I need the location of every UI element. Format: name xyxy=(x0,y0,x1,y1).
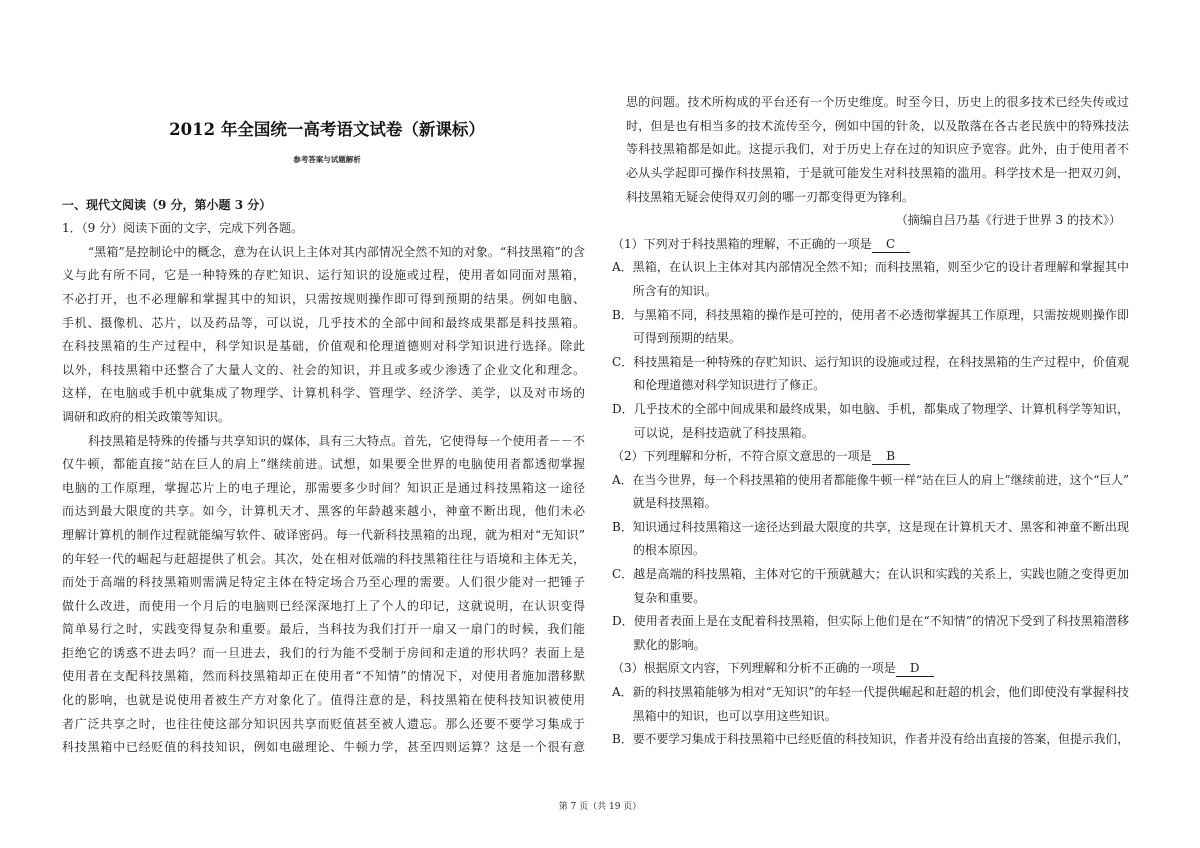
option-line: 默化的影响。 xyxy=(633,637,706,652)
option-body xyxy=(633,256,1129,303)
passage-line: 等科技黑箱都是如此。这提示我们，对于历史上存在过的知识应予宽容。此外，由于使用者不 xyxy=(626,142,1129,157)
answer-blank: C xyxy=(872,237,910,253)
page-footer: 第 7 页（共 19 页） xyxy=(558,802,642,812)
option-label: A． xyxy=(612,685,633,700)
option-label: C． xyxy=(612,567,634,582)
option-body xyxy=(633,516,1129,563)
option-line: 所含有的知识。 xyxy=(632,283,717,298)
passage-line: 不必打开，也不必理解和掌握其中的知识，只需按规则操作即可得到预期的结果。例如电脑、 xyxy=(62,291,585,306)
option-line: 黑箱中的知识，也可以享用这些知识。 xyxy=(632,708,837,723)
option-line: 在当今世界，每一个科技黑箱的使用者都能像牛顿一样“站在巨人的肩上”继续前进，这个“巨人” xyxy=(632,472,1129,487)
option-label: D． xyxy=(612,401,634,416)
passage-line: 科技黑箱是特殊的传播与共享知识的媒体，具有三大特点。首先，它使得每一个使用者－－不 xyxy=(88,433,585,448)
option-line: 几乎技术的全部中间成果和最终成果，如电脑、手机，都集成了物理学、计算机科学等知识， xyxy=(633,401,1129,416)
option-a xyxy=(612,469,1129,516)
passage-line: 手机、摄像机、芯片，以及药品等，可以说，几乎技术的全部中间和最终成果都是科技黑箱。 xyxy=(62,315,585,330)
option-body xyxy=(633,469,1129,516)
option-line: 复杂和重要。 xyxy=(633,590,706,605)
option-c xyxy=(612,563,1129,610)
option-b xyxy=(612,516,1129,563)
passage-line: 化的影响，也就是说使用者被生产方对象化了。值得注意的是，科技黑箱在使科技知识被使用 xyxy=(62,693,585,708)
option-c xyxy=(612,351,1129,398)
stem-text: （3）根据原文内容，下列理解和分析不正确的一项是 xyxy=(612,661,896,676)
passage-line: 拒绝它的诱惑不进去吗？而一旦进去，我们的行为能不受制于房间和走道的形状吗？表面上是 xyxy=(62,645,585,660)
section-heading: 一、现代文阅读（9 分，第小题 3 分） xyxy=(62,198,272,212)
subquestion-stem xyxy=(612,657,1129,681)
passage-line: 做什么改进，而使用一个月后的电脑则已经深深地打上了个人的印记，这就说明，在认识变得 xyxy=(62,598,585,613)
option-line: 可以说，是科技造就了科技黑箱。 xyxy=(633,425,814,440)
option-label: A． xyxy=(612,260,633,275)
option-body xyxy=(633,563,1129,610)
option-line: 可得到预期的结果。 xyxy=(632,331,741,346)
passage-line: 这样，在电脑或手机中就集成了物理学、计算机科学、管理学、经济学、美学，以及对市场的 xyxy=(62,386,585,401)
passage-line: 科技黑箱中已经贬值的科技知识，例如电磁理论、牛顿力学，甚至四则运算？这是一个很有意 xyxy=(62,740,585,755)
option-label: B． xyxy=(612,307,633,322)
option-label: B． xyxy=(612,519,633,534)
option-label: D． xyxy=(612,614,634,629)
option-line: 就是科技黑箱。 xyxy=(632,496,717,511)
document-title: 2012 年全国统一高考语文试卷（新课标） xyxy=(169,120,485,139)
passage-line: “黑箱”是控制论中的概念，意为在认识上主体对其内部情况全然不知的对象。“科技黑箱”的含 xyxy=(88,244,585,259)
passage-line: 以外，科技黑箱中还整合了大量人文的、社会的知识，并且或多或少渗透了企业文化和理念。 xyxy=(62,362,585,377)
option-label: A． xyxy=(612,472,633,487)
option-body xyxy=(634,398,1129,445)
option-line: 黑箱，在认识上主体对其内部情况全然不知；而科技黑箱，则至少它的设计者理解和掌握其中 xyxy=(632,260,1129,275)
subquestion-stem xyxy=(612,233,1129,257)
option-b xyxy=(612,304,1129,351)
passage-line: 者广泛共享之时，也往往使这部分知识因共享而贬值甚至被人遗忘。那么还要不要学习集成于 xyxy=(62,716,585,731)
option-line: 越是高端的科技黑箱，主体对它的干预就越大；在认识和实践的关系上，实践也随之变得更加 xyxy=(633,567,1129,582)
passage-source: （摘编自吕乃基《行进于世界 3 的技术》） xyxy=(895,213,1121,228)
passage-line: 而达到最大限度的共享。如今，计算机天才、黑客的年龄越来越小，神童不断出现，他们未必 xyxy=(62,504,585,519)
option-line: 的根本原因。 xyxy=(632,543,705,558)
passage-line: 理解计算机的制作过程就能编写软件、破译密码。每一代新科技黑箱的出现，就为相对“无知识” xyxy=(62,527,585,542)
stem-text: （2）下列理解和分析，不符合原文意思的一项是 xyxy=(612,449,872,464)
option-body xyxy=(634,610,1129,657)
passage-line: 在科技黑箱的生产过程中，科学知识是基础，价值观和伦理道德则对科学知识进行选择。除此 xyxy=(62,339,585,354)
option-line: 使用者表面上是在支配着科技黑箱，但实际上他们是在“不知情”的情况下受到了科技黑箱潜移 xyxy=(633,614,1129,629)
passage-line: 时，但是也有相当多的技术流传至今，例如中国的针灸，以及散落在各古老民族中的特殊技法 xyxy=(626,118,1129,133)
option-body xyxy=(633,728,1129,752)
option-a xyxy=(612,256,1129,303)
option-d xyxy=(612,610,1129,657)
option-line: 科技黑箱是一种特殊的存贮知识、运行知识的设施或过程，在科技黑箱的生产过程中，价值观 xyxy=(633,354,1129,369)
left-column xyxy=(62,217,585,760)
option-b xyxy=(612,728,1129,752)
passage-line: 电脑的工作原理，掌握芯片上的电子理论，那需要多少时间？知识正是通过科技黑箱这一途径 xyxy=(62,480,585,495)
answer-blank: B xyxy=(872,449,910,465)
option-body xyxy=(633,681,1129,728)
option-label: C． xyxy=(612,354,634,369)
answer-blank: D xyxy=(896,661,934,677)
option-line: 新的科技黑箱能够为相对“无知识”的年轻一代提供崛起和赶超的机会，他们即使没有掌握科技 xyxy=(632,685,1129,700)
document-subtitle: 参考答案与试题解析 xyxy=(293,155,361,164)
option-line: 和伦理道德对科学知识进行了修正。 xyxy=(633,378,826,393)
option-a xyxy=(612,681,1129,728)
passage-line: 科技黑箱无疑会使得双刃剑的哪一刃都变得更为锋利。 xyxy=(626,189,915,204)
passage-line: 必从头学起即可操作科技黑箱，于是就可能发生对科技黑箱的滥用。科学技术是一把双刃剑， xyxy=(626,165,1129,180)
passage-line: 义与此有所不同，它是一种特殊的存贮知识、运行知识的设施或过程，使用者如同面对黑箱， xyxy=(62,268,585,283)
option-line: 要不要学习集成于科技黑箱中已经贬值的科技知识，作者并没有给出直接的答案，但提示我们， xyxy=(632,732,1129,747)
option-label: B． xyxy=(612,732,633,747)
question-label: 1．（9 分）阅读下面的文字，完成下列各题。 xyxy=(62,221,304,236)
passage-line: 的年轻一代的崛起与赶超提供了机会。其次，处在相对低端的科技黑箱往往与语境和主体无关， xyxy=(62,551,585,566)
stem-text: （1）下列对于科技黑箱的理解，不正确的一项是 xyxy=(612,236,872,251)
option-body xyxy=(633,304,1129,351)
passage-line: 而处于高端的科技黑箱则需满足特定主体在特定场合乃至心理的需要。人们很少能对一把锤子 xyxy=(62,575,585,590)
passage-line: 调研和政府的相关政策等知识。 xyxy=(62,409,231,424)
passage-line: 仅牛顿，都能直接“站在巨人的肩上”继续前进。试想，如果要全世界的电脑使用者都透彻掌握 xyxy=(62,457,585,472)
option-line: 知识通过科技黑箱这一途径达到最大限度的共享，这是现在计算机天才、黑客和神童不断出现 xyxy=(632,519,1129,534)
option-d xyxy=(612,398,1129,445)
passage-line: 简单易行之时，实践变得复杂和重要。最后，当科技为我们打开一扇又一扇门的时候，我们能 xyxy=(62,622,585,637)
option-line: 与黑箱不同，科技黑箱的操作是可控的，使用者不必透彻掌握其工作原理，只需按规则操作即 xyxy=(632,307,1129,322)
subquestion-stem xyxy=(612,445,1129,469)
right-column xyxy=(612,91,1129,752)
option-body xyxy=(633,351,1129,398)
passage-line: 思的问题。技术所构成的平台还有一个历史维度。时至今日，历史上的很多技术已经失传或过 xyxy=(626,95,1129,110)
passage-line: 使用者在支配科技黑箱，然而科技黑箱却正在使用者“不知情”的情况下，对使用者施加潜移默 xyxy=(62,669,585,684)
